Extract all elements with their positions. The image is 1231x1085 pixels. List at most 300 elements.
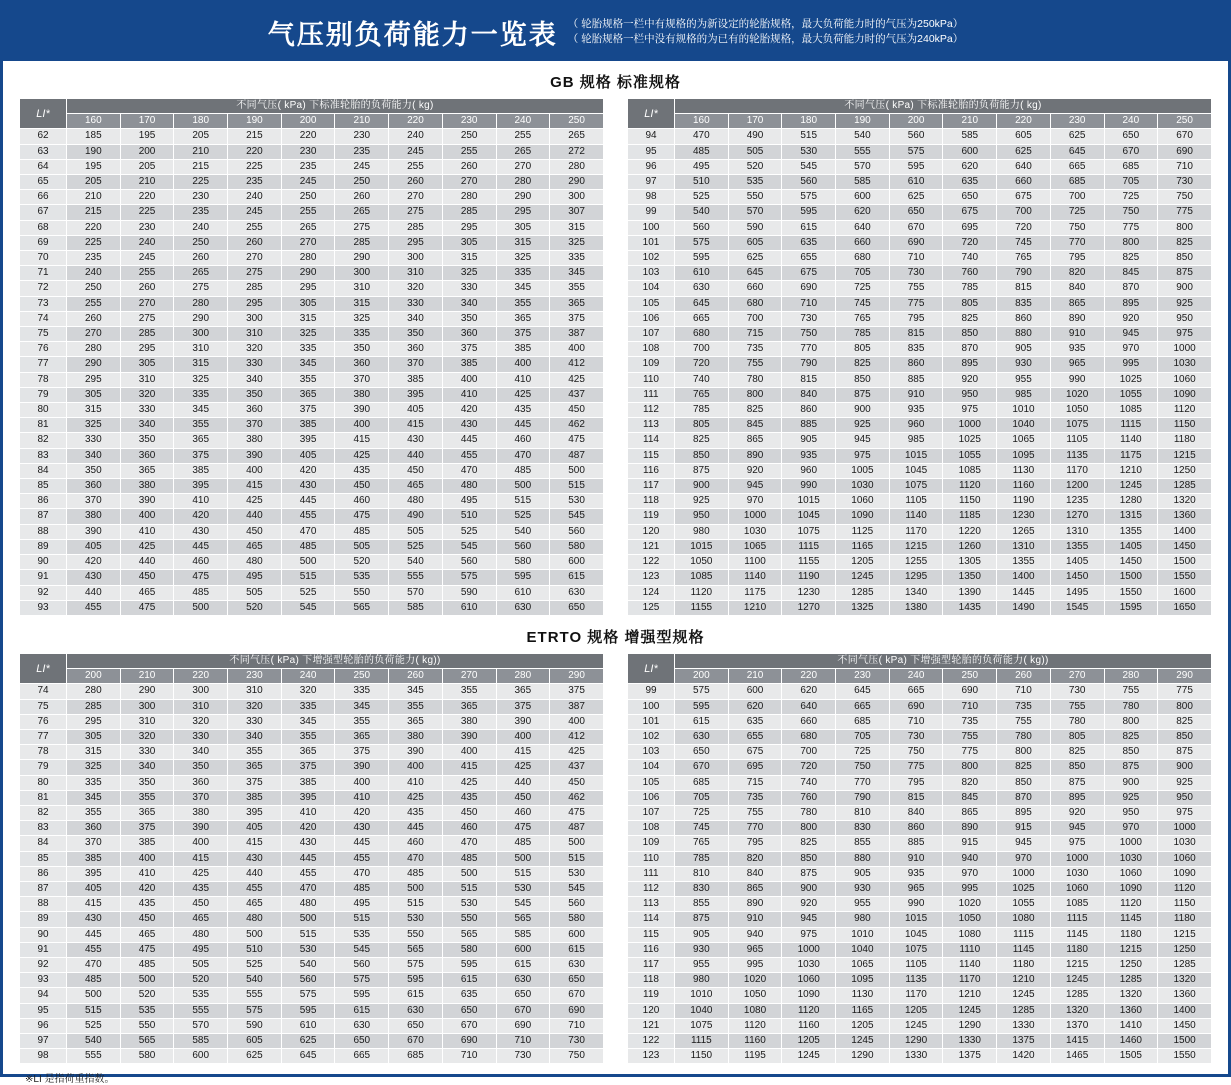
load-value-cell: 460 xyxy=(389,836,443,851)
table-row xyxy=(628,387,1212,402)
load-value-cell: 370 xyxy=(228,418,282,433)
load-value-cell: 620 xyxy=(943,159,997,174)
load-value-cell: 900 xyxy=(1104,775,1158,790)
load-value-cell: 865 xyxy=(728,881,782,896)
table-row xyxy=(628,1003,1212,1018)
load-index-cell: 121 xyxy=(628,539,675,554)
load-value-cell: 310 xyxy=(335,281,389,296)
load-value-cell: 455 xyxy=(281,509,335,524)
load-value-cell: 850 xyxy=(1050,760,1104,775)
load-value-cell: 850 xyxy=(1104,745,1158,760)
etrto-left-pressure-row xyxy=(20,669,604,684)
load-value-cell: 750 xyxy=(782,327,836,342)
load-value-cell: 800 xyxy=(943,760,997,775)
load-value-cell: 390 xyxy=(67,524,121,539)
load-value-cell: 890 xyxy=(728,448,782,463)
load-value-cell: 1285 xyxy=(1158,957,1212,972)
load-value-cell: 210 xyxy=(174,144,228,159)
load-value-cell: 385 xyxy=(228,790,282,805)
load-value-cell: 400 xyxy=(228,463,282,478)
load-value-cell: 1085 xyxy=(1104,403,1158,418)
load-value-cell: 370 xyxy=(174,790,228,805)
load-index-cell: 104 xyxy=(628,281,675,296)
load-value-cell: 1245 xyxy=(1050,973,1104,988)
load-value-cell: 825 xyxy=(1158,714,1212,729)
load-value-cell: 545 xyxy=(335,942,389,957)
load-value-cell: 540 xyxy=(389,555,443,570)
load-index-cell: 91 xyxy=(20,570,67,585)
load-index-cell: 75 xyxy=(20,699,67,714)
load-value-cell: 1105 xyxy=(889,957,943,972)
load-value-cell: 505 xyxy=(174,957,228,972)
load-value-cell: 430 xyxy=(228,851,282,866)
load-value-cell: 745 xyxy=(836,296,890,311)
etrto-left-body xyxy=(20,684,604,1064)
load-value-cell: 655 xyxy=(782,251,836,266)
load-index-cell: 114 xyxy=(628,912,675,927)
load-value-cell: 1235 xyxy=(1050,494,1104,509)
load-value-cell: 825 xyxy=(943,311,997,326)
load-index-cell: 94 xyxy=(20,988,67,1003)
load-value-cell: 765 xyxy=(675,836,729,851)
load-value-cell: 695 xyxy=(943,220,997,235)
load-value-cell: 710 xyxy=(496,1033,550,1048)
load-value-cell: 475 xyxy=(120,942,174,957)
load-value-cell: 415 xyxy=(174,851,228,866)
table-row xyxy=(20,418,604,433)
load-value-cell: 440 xyxy=(228,866,282,881)
table-row xyxy=(20,897,604,912)
load-value-cell: 375 xyxy=(335,745,389,760)
load-value-cell: 855 xyxy=(836,836,890,851)
load-value-cell: 210 xyxy=(67,190,121,205)
load-value-cell: 1370 xyxy=(1050,1018,1104,1033)
load-index-cell: 116 xyxy=(628,942,675,957)
load-value-cell: 870 xyxy=(997,790,1051,805)
load-value-cell: 1000 xyxy=(1158,821,1212,836)
load-value-cell: 670 xyxy=(675,760,729,775)
load-value-cell: 1150 xyxy=(1158,418,1212,433)
load-value-cell: 1105 xyxy=(1050,433,1104,448)
load-value-cell: 610 xyxy=(496,585,550,600)
load-value-cell: 685 xyxy=(675,775,729,790)
load-value-cell: 660 xyxy=(836,235,890,250)
load-value-cell: 560 xyxy=(889,129,943,144)
load-value-cell: 465 xyxy=(228,539,282,554)
load-value-cell: 235 xyxy=(228,175,282,190)
load-value-cell: 500 xyxy=(281,912,335,927)
load-value-cell: 580 xyxy=(442,942,496,957)
load-value-cell: 800 xyxy=(1104,714,1158,729)
load-value-cell: 1145 xyxy=(1104,912,1158,927)
load-value-cell: 1175 xyxy=(1104,448,1158,463)
load-value-cell: 860 xyxy=(997,311,1051,326)
load-value-cell: 370 xyxy=(67,494,121,509)
pressure-header-190: 190 xyxy=(228,114,282,129)
load-value-cell: 390 xyxy=(335,403,389,418)
load-value-cell: 680 xyxy=(836,251,890,266)
load-value-cell: 485 xyxy=(675,144,729,159)
load-value-cell: 755 xyxy=(943,729,997,744)
load-value-cell: 505 xyxy=(389,524,443,539)
load-value-cell: 355 xyxy=(335,714,389,729)
load-value-cell: 280 xyxy=(174,296,228,311)
load-value-cell: 390 xyxy=(228,448,282,463)
load-value-cell: 360 xyxy=(335,357,389,372)
load-value-cell: 305 xyxy=(67,729,121,744)
load-value-cell: 530 xyxy=(550,494,604,509)
load-value-cell: 400 xyxy=(174,836,228,851)
table-row xyxy=(628,357,1212,372)
load-value-cell: 445 xyxy=(281,494,335,509)
load-value-cell: 555 xyxy=(836,144,890,159)
load-value-cell: 460 xyxy=(442,821,496,836)
load-value-cell: 1020 xyxy=(728,973,782,988)
load-value-cell: 725 xyxy=(675,805,729,820)
load-value-cell: 1150 xyxy=(943,494,997,509)
load-value-cell: 215 xyxy=(67,205,121,220)
load-value-cell: 850 xyxy=(836,372,890,387)
load-value-cell: 670 xyxy=(1158,129,1212,144)
load-value-cell: 1205 xyxy=(836,555,890,570)
load-value-cell: 515 xyxy=(67,1003,121,1018)
load-value-cell: 495 xyxy=(174,942,228,957)
load-value-cell: 1435 xyxy=(943,600,997,615)
load-value-cell: 920 xyxy=(943,372,997,387)
load-value-cell: 560 xyxy=(550,524,604,539)
load-value-cell: 800 xyxy=(728,387,782,402)
load-value-cell: 1060 xyxy=(1050,881,1104,896)
load-value-cell: 360 xyxy=(120,448,174,463)
load-value-cell: 840 xyxy=(1050,281,1104,296)
load-value-cell: 710 xyxy=(782,296,836,311)
load-value-cell: 1285 xyxy=(1158,479,1212,494)
load-value-cell: 335 xyxy=(550,251,604,266)
load-value-cell: 1205 xyxy=(782,1033,836,1048)
load-value-cell: 600 xyxy=(550,927,604,942)
table-row xyxy=(20,699,604,714)
load-value-cell: 365 xyxy=(174,433,228,448)
load-value-cell: 540 xyxy=(228,973,282,988)
load-value-cell: 300 xyxy=(174,684,228,699)
load-value-cell: 430 xyxy=(281,479,335,494)
load-value-cell: 620 xyxy=(836,205,890,220)
load-value-cell: 605 xyxy=(997,129,1051,144)
load-value-cell: 440 xyxy=(389,448,443,463)
load-value-cell: 1285 xyxy=(836,585,890,600)
load-value-cell: 385 xyxy=(281,775,335,790)
table-row xyxy=(628,1049,1212,1064)
pressure-header-290: 290 xyxy=(550,669,604,684)
etrto-right-body xyxy=(628,684,1212,1064)
load-value-cell: 580 xyxy=(496,555,550,570)
load-value-cell: 1120 xyxy=(1104,897,1158,912)
gb-table-right xyxy=(627,98,1212,616)
load-value-cell: 880 xyxy=(836,851,890,866)
load-value-cell: 610 xyxy=(281,1018,335,1033)
load-value-cell: 950 xyxy=(1104,805,1158,820)
load-value-cell: 635 xyxy=(782,235,836,250)
load-index-cell: 85 xyxy=(20,479,67,494)
load-value-cell: 250 xyxy=(281,190,335,205)
load-value-cell: 415 xyxy=(228,479,282,494)
load-value-cell: 365 xyxy=(120,805,174,820)
load-value-cell: 865 xyxy=(943,805,997,820)
load-index-cell: 92 xyxy=(20,957,67,972)
load-index-cell: 123 xyxy=(628,1049,675,1064)
load-value-cell: 285 xyxy=(442,205,496,220)
load-value-cell: 1060 xyxy=(782,973,836,988)
load-value-cell: 830 xyxy=(675,881,729,896)
load-value-cell: 205 xyxy=(67,175,121,190)
load-value-cell: 705 xyxy=(836,266,890,281)
table-row xyxy=(628,463,1212,478)
load-value-cell: 495 xyxy=(442,494,496,509)
load-value-cell: 395 xyxy=(67,866,121,881)
load-value-cell: 1545 xyxy=(1050,600,1104,615)
load-value-cell: 520 xyxy=(174,973,228,988)
load-value-cell: 495 xyxy=(228,570,282,585)
load-value-cell: 485 xyxy=(496,463,550,478)
load-index-cell: 97 xyxy=(20,1033,67,1048)
table-row xyxy=(628,745,1212,760)
load-value-cell: 515 xyxy=(281,570,335,585)
load-value-cell: 1340 xyxy=(889,585,943,600)
load-value-cell: 545 xyxy=(550,881,604,896)
load-value-cell: 215 xyxy=(228,129,282,144)
pressure-header-230: 230 xyxy=(228,669,282,684)
pressure-header-230: 230 xyxy=(836,669,890,684)
pressure-header-280: 280 xyxy=(1104,669,1158,684)
load-value-cell: 925 xyxy=(1104,790,1158,805)
load-value-cell: 365 xyxy=(335,729,389,744)
load-value-cell: 540 xyxy=(281,957,335,972)
load-value-cell: 565 xyxy=(389,942,443,957)
load-value-cell: 315 xyxy=(550,220,604,235)
load-value-cell: 455 xyxy=(67,600,121,615)
load-value-cell: 700 xyxy=(1050,190,1104,205)
load-value-cell: 650 xyxy=(550,973,604,988)
load-value-cell: 1190 xyxy=(782,570,836,585)
load-value-cell: 355 xyxy=(228,745,282,760)
load-value-cell: 1320 xyxy=(1104,988,1158,1003)
load-value-cell: 420 xyxy=(281,821,335,836)
load-value-cell: 845 xyxy=(1104,266,1158,281)
load-value-cell: 605 xyxy=(228,1033,282,1048)
load-value-cell: 760 xyxy=(782,790,836,805)
load-index-cell: 112 xyxy=(628,881,675,896)
load-index-cell: 107 xyxy=(628,327,675,342)
load-value-cell: 1500 xyxy=(1104,570,1158,585)
load-value-cell: 905 xyxy=(836,866,890,881)
load-value-cell: 650 xyxy=(889,205,943,220)
load-value-cell: 1245 xyxy=(836,570,890,585)
load-value-cell: 690 xyxy=(550,1003,604,1018)
load-value-cell: 420 xyxy=(335,805,389,820)
gb-right-li-header: LI* xyxy=(628,99,675,129)
load-value-cell: 860 xyxy=(782,403,836,418)
load-value-cell: 1250 xyxy=(1158,942,1212,957)
load-value-cell: 400 xyxy=(335,775,389,790)
load-value-cell: 595 xyxy=(496,570,550,585)
load-value-cell: 650 xyxy=(442,1003,496,1018)
load-value-cell: 885 xyxy=(889,836,943,851)
load-value-cell: 285 xyxy=(228,281,282,296)
load-value-cell: 1170 xyxy=(889,524,943,539)
table-row xyxy=(628,973,1212,988)
load-value-cell: 515 xyxy=(281,927,335,942)
load-value-cell: 380 xyxy=(442,714,496,729)
load-value-cell: 505 xyxy=(728,144,782,159)
load-value-cell: 465 xyxy=(228,897,282,912)
load-value-cell: 1500 xyxy=(1158,1033,1212,1048)
table-row xyxy=(20,760,604,775)
table-row xyxy=(20,129,604,144)
load-value-cell: 860 xyxy=(889,357,943,372)
table-row xyxy=(628,251,1212,266)
table-row xyxy=(628,866,1212,881)
table-row xyxy=(20,175,604,190)
load-value-cell: 1045 xyxy=(889,463,943,478)
load-index-cell: 87 xyxy=(20,509,67,524)
load-value-cell: 295 xyxy=(496,205,550,220)
load-value-cell: 1175 xyxy=(728,585,782,600)
load-value-cell: 875 xyxy=(1104,760,1158,775)
load-value-cell: 795 xyxy=(728,836,782,851)
load-value-cell: 570 xyxy=(174,1018,228,1033)
load-index-cell: 125 xyxy=(628,600,675,615)
load-index-cell: 122 xyxy=(628,555,675,570)
load-value-cell: 445 xyxy=(442,433,496,448)
load-value-cell: 1350 xyxy=(943,570,997,585)
etrto-left-li-header: LI* xyxy=(20,653,67,683)
load-value-cell: 430 xyxy=(174,524,228,539)
load-value-cell: 700 xyxy=(997,205,1051,220)
table-row xyxy=(628,912,1212,927)
load-value-cell: 1155 xyxy=(675,600,729,615)
load-value-cell: 360 xyxy=(67,479,121,494)
table-row xyxy=(20,311,604,326)
load-value-cell: 805 xyxy=(675,418,729,433)
load-value-cell: 780 xyxy=(1050,714,1104,729)
load-index-cell: 109 xyxy=(628,357,675,372)
load-value-cell: 580 xyxy=(550,912,604,927)
load-value-cell: 955 xyxy=(997,372,1051,387)
load-value-cell: 1390 xyxy=(943,585,997,600)
load-value-cell: 1400 xyxy=(1158,524,1212,539)
load-value-cell: 315 xyxy=(335,296,389,311)
load-value-cell: 710 xyxy=(550,1018,604,1033)
load-index-cell: 82 xyxy=(20,433,67,448)
load-index-cell: 62 xyxy=(20,129,67,144)
load-value-cell: 215 xyxy=(174,159,228,174)
load-value-cell: 575 xyxy=(281,988,335,1003)
load-value-cell: 630 xyxy=(496,973,550,988)
table-row xyxy=(20,205,604,220)
load-value-cell: 295 xyxy=(389,235,443,250)
table-row xyxy=(20,281,604,296)
load-value-cell: 480 xyxy=(228,555,282,570)
load-value-cell: 1120 xyxy=(728,1018,782,1033)
load-index-cell: 93 xyxy=(20,973,67,988)
load-value-cell: 380 xyxy=(120,479,174,494)
load-value-cell: 705 xyxy=(675,790,729,805)
load-value-cell: 330 xyxy=(67,433,121,448)
load-value-cell: 575 xyxy=(782,190,836,205)
load-value-cell: 590 xyxy=(442,585,496,600)
load-value-cell: 240 xyxy=(228,190,282,205)
load-value-cell: 855 xyxy=(675,897,729,912)
load-value-cell: 750 xyxy=(836,760,890,775)
load-value-cell: 1150 xyxy=(1158,897,1212,912)
load-value-cell: 1015 xyxy=(889,448,943,463)
load-value-cell: 1420 xyxy=(997,1049,1051,1064)
load-value-cell: 1100 xyxy=(728,555,782,570)
load-value-cell: 930 xyxy=(997,357,1051,372)
load-value-cell: 845 xyxy=(943,790,997,805)
load-value-cell: 560 xyxy=(675,220,729,235)
load-value-cell: 700 xyxy=(782,745,836,760)
load-value-cell: 500 xyxy=(442,866,496,881)
load-index-cell: 93 xyxy=(20,600,67,615)
load-index-cell: 86 xyxy=(20,866,67,881)
load-value-cell: 750 xyxy=(1050,220,1104,235)
load-value-cell: 280 xyxy=(496,175,550,190)
pressure-header-270: 270 xyxy=(1050,669,1104,684)
load-value-cell: 400 xyxy=(120,851,174,866)
table-row xyxy=(628,129,1212,144)
load-value-cell: 635 xyxy=(442,988,496,1003)
load-value-cell: 690 xyxy=(496,1018,550,1033)
load-value-cell: 450 xyxy=(442,805,496,820)
load-value-cell: 290 xyxy=(174,311,228,326)
load-value-cell: 385 xyxy=(442,357,496,372)
load-value-cell: 1030 xyxy=(1158,836,1212,851)
load-value-cell: 475 xyxy=(550,805,604,820)
load-value-cell: 625 xyxy=(889,190,943,205)
load-value-cell: 1090 xyxy=(1158,866,1212,881)
load-value-cell: 235 xyxy=(67,251,121,266)
load-value-cell: 345 xyxy=(550,266,604,281)
load-value-cell: 965 xyxy=(889,881,943,896)
load-value-cell: 780 xyxy=(728,372,782,387)
load-value-cell: 725 xyxy=(836,281,890,296)
load-value-cell: 575 xyxy=(675,235,729,250)
load-value-cell: 195 xyxy=(67,159,121,174)
load-value-cell: 755 xyxy=(997,714,1051,729)
load-value-cell: 730 xyxy=(889,266,943,281)
load-index-cell: 120 xyxy=(628,1003,675,1018)
load-value-cell: 630 xyxy=(675,281,729,296)
load-value-cell: 840 xyxy=(889,805,943,820)
load-value-cell: 445 xyxy=(389,821,443,836)
load-value-cell: 735 xyxy=(997,699,1051,714)
load-index-cell: 98 xyxy=(20,1049,67,1064)
load-index-cell: 94 xyxy=(628,129,675,144)
load-value-cell: 960 xyxy=(782,463,836,478)
load-value-cell: 945 xyxy=(997,836,1051,851)
load-value-cell: 605 xyxy=(728,235,782,250)
load-value-cell: 450 xyxy=(550,775,604,790)
load-value-cell: 350 xyxy=(335,342,389,357)
table-row xyxy=(628,570,1212,585)
load-value-cell: 205 xyxy=(174,129,228,144)
pressure-header-220: 220 xyxy=(997,114,1051,129)
pressure-header-280: 280 xyxy=(496,669,550,684)
gb-left-li-header: LI* xyxy=(20,99,67,129)
load-value-cell: 850 xyxy=(1158,251,1212,266)
table-row xyxy=(20,1003,604,1018)
